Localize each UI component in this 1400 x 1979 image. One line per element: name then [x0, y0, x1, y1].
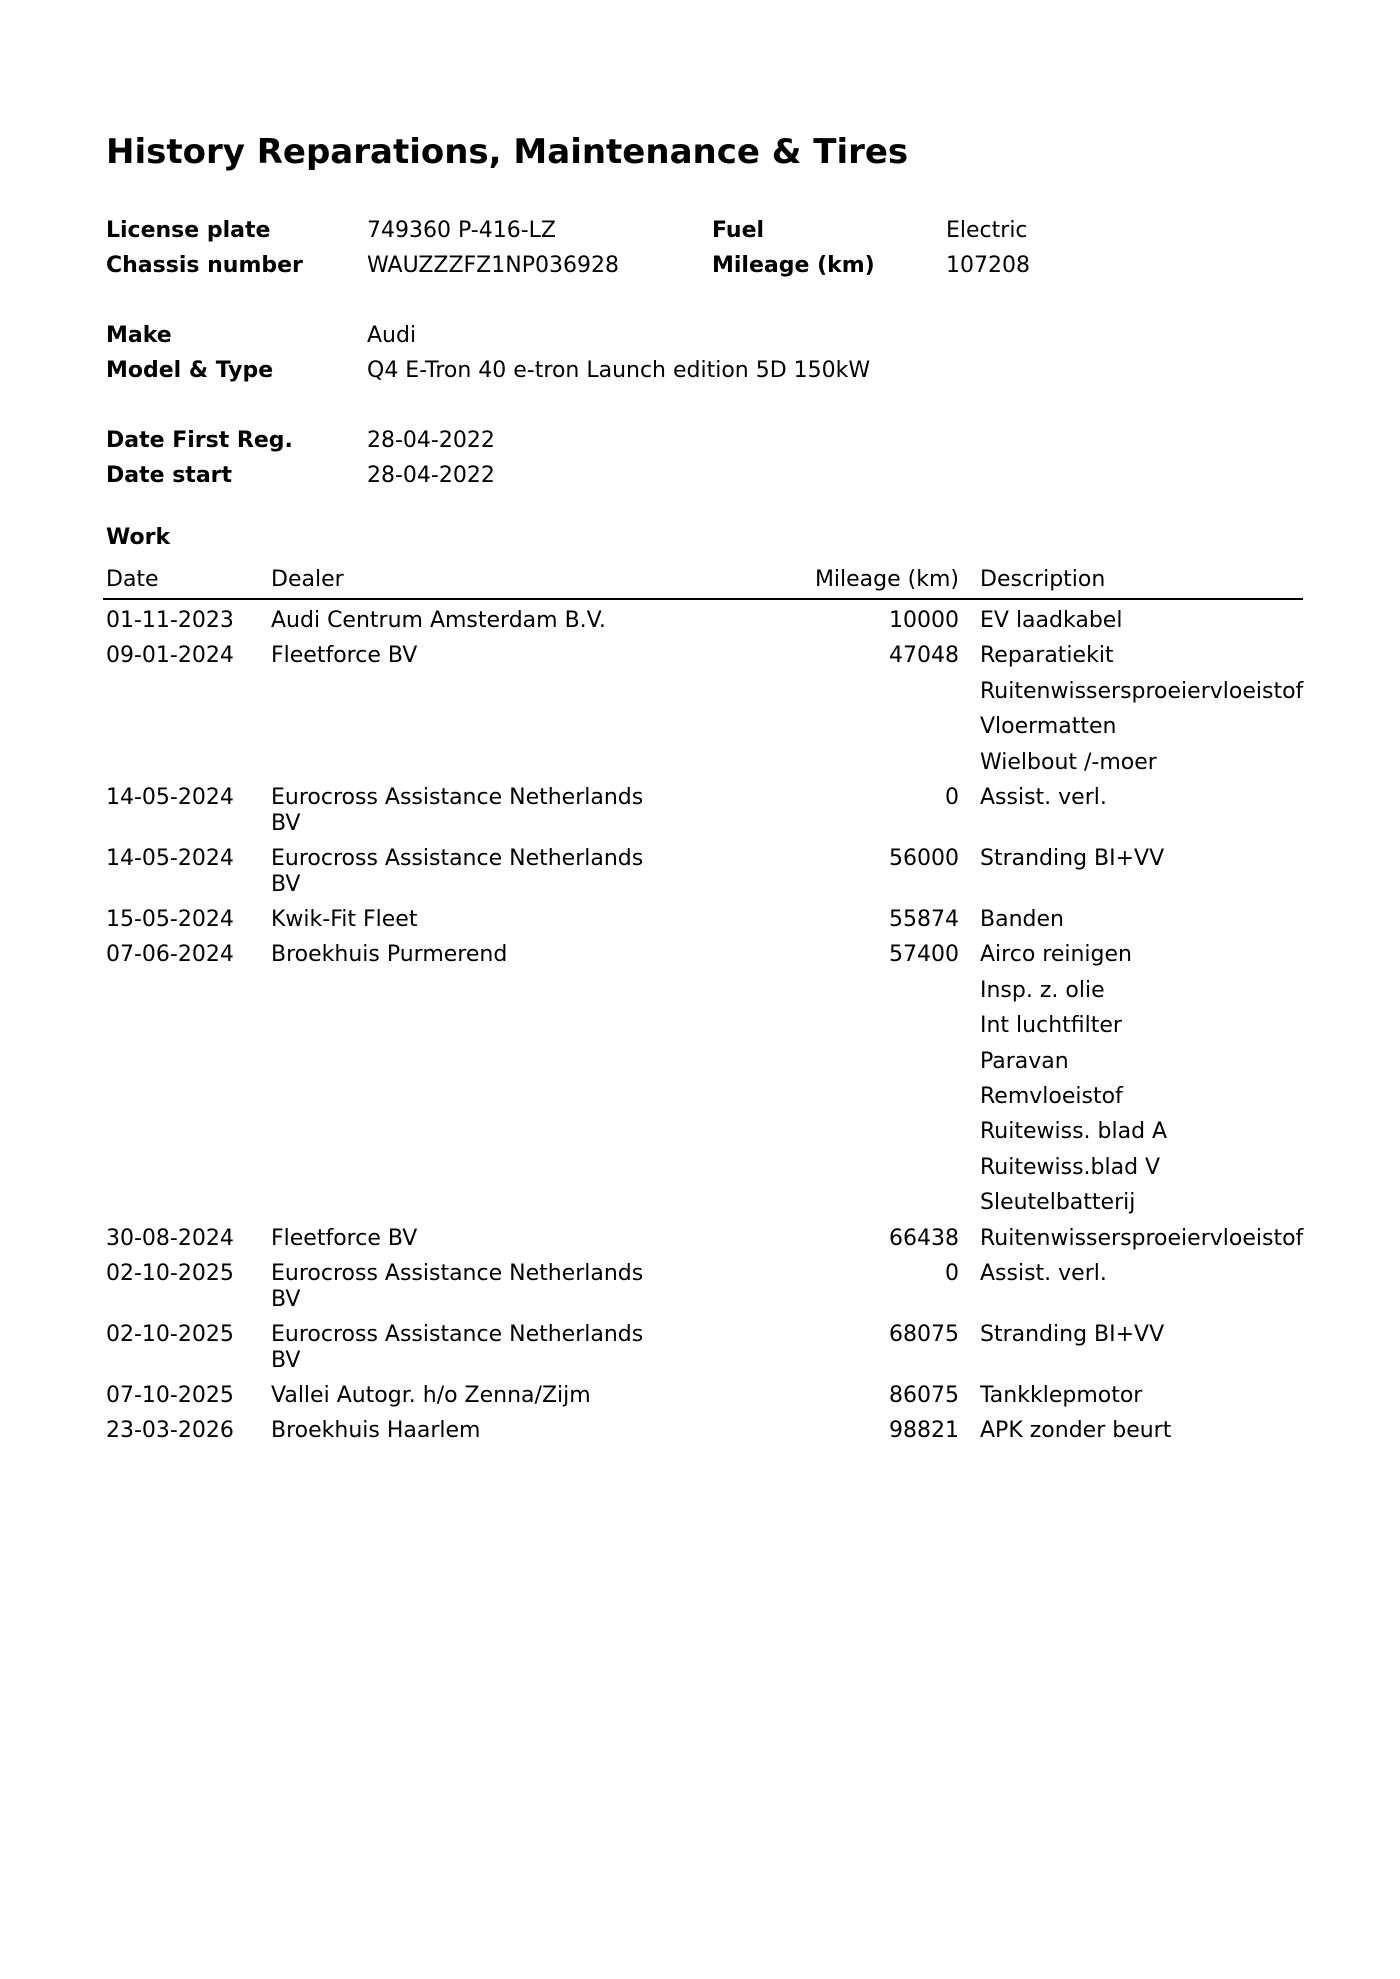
column-header-description: Description	[980, 567, 1106, 592]
date-first-reg-label: Date First Reg.	[106, 428, 293, 453]
row-dealer-line: Vallei Autogr. h/o Zenna/Zijm	[271, 1382, 591, 1408]
row-description-line: Paravan	[980, 1048, 1069, 1074]
row-description-line: Reparatiekit	[980, 643, 1114, 669]
row-dealer	[271, 907, 651, 933]
row-mileage: 56000	[889, 845, 959, 871]
info-row-model	[0, 353, 1400, 388]
row-description-line: Insp. z. olie	[980, 977, 1105, 1003]
make-value: Audi	[367, 323, 417, 348]
row-description	[980, 846, 1310, 881]
row-dealer-line: Fleetforce BV	[271, 1225, 418, 1251]
row-mileage: 0	[945, 784, 959, 810]
row-description-line: Banden	[980, 906, 1064, 932]
row-description	[980, 643, 1310, 785]
row-description	[980, 942, 1310, 1225]
work-heading: Work	[106, 525, 171, 550]
row-dealer	[271, 785, 651, 837]
row-description-line: Ruitewiss.blad V	[980, 1154, 1161, 1180]
row-dealer	[271, 643, 651, 669]
row-date: 02-10-2025	[106, 1260, 234, 1286]
row-mileage: 57400	[889, 942, 959, 968]
info-row-date-start	[0, 458, 1400, 493]
info-row-date-first-reg	[0, 423, 1400, 458]
row-mileage: 66438	[889, 1225, 959, 1251]
row-description-line: Stranding BI+VV	[980, 1321, 1165, 1347]
row-dealer-line: Eurocross Assistance Netherlands	[271, 1260, 644, 1286]
row-date: 14-05-2024	[106, 845, 234, 871]
row-description-line: Ruitewiss. blad A	[980, 1119, 1168, 1145]
row-dealer-line: BV	[271, 871, 301, 897]
row-description-line: Int luchtfilter	[980, 1013, 1122, 1039]
row-dealer-line: Fleetforce BV	[271, 643, 418, 669]
table-row	[103, 934, 1303, 1217]
license-plate-value: 749360 P-416-LZ	[367, 218, 556, 243]
table-row	[103, 777, 1303, 838]
row-description	[980, 785, 1310, 820]
column-header-dealer: Dealer	[271, 567, 344, 592]
row-dealer	[271, 1322, 651, 1374]
table-row	[103, 838, 1303, 899]
row-date: 30-08-2024	[106, 1225, 234, 1251]
row-description	[980, 1261, 1310, 1296]
row-description-line: Tankklepmotor	[980, 1382, 1143, 1408]
page-title: History Reparations, Maintenance & Tires	[106, 132, 909, 172]
row-dealer	[271, 942, 651, 968]
row-mileage: 10000	[889, 608, 959, 633]
date-start-value: 28-04-2022	[367, 463, 495, 488]
row-dealer-line: Eurocross Assistance Netherlands	[271, 1321, 644, 1347]
date-first-reg-value: 28-04-2022	[367, 428, 495, 453]
row-dealer-line: Eurocross Assistance Netherlands	[271, 784, 644, 810]
model-value: Q4 E-Tron 40 e-tron Launch edition 5D 150kW	[367, 358, 871, 383]
column-header-date: Date	[106, 567, 159, 592]
row-dealer-line: Broekhuis Haarlem	[271, 1418, 481, 1444]
row-mileage: 86075	[889, 1382, 959, 1408]
row-description-line: Ruitenwissersproeiervloeistof	[980, 1225, 1304, 1251]
row-description-line: Remvloeistof	[980, 1083, 1123, 1109]
row-dealer	[271, 608, 651, 634]
table-row	[103, 1253, 1303, 1314]
row-date: 14-05-2024	[106, 784, 234, 810]
table-row	[103, 899, 1303, 934]
row-mileage: 0	[945, 1260, 959, 1286]
row-description	[980, 1322, 1310, 1357]
table-row	[103, 1375, 1303, 1410]
row-dealer	[271, 1418, 651, 1444]
row-description-line: Assist. verl.	[980, 784, 1107, 810]
row-date: 07-10-2025	[106, 1382, 234, 1408]
chassis-value: WAUZZZFZ1NP036928	[367, 253, 619, 278]
row-dealer-line: BV	[271, 810, 301, 836]
mileage-label: Mileage (km)	[712, 253, 875, 278]
row-date: 15-05-2024	[106, 906, 234, 932]
row-mileage: 68075	[889, 1321, 959, 1347]
info-row-chassis-mileage	[0, 248, 1400, 283]
mileage-value: 107208	[946, 253, 1030, 278]
row-description-line: Stranding BI+VV	[980, 845, 1165, 871]
row-date: 07-06-2024	[106, 942, 234, 968]
row-dealer	[271, 1261, 651, 1313]
row-description-line: EV laadkabel	[980, 608, 1123, 633]
row-description-line: Sleutelbatterij	[980, 1190, 1136, 1216]
row-dealer	[271, 1383, 651, 1409]
row-date: 23-03-2026	[106, 1418, 234, 1444]
table-row	[103, 600, 1303, 635]
row-description-line: APK zonder beurt	[980, 1418, 1172, 1444]
row-mileage: 55874	[889, 906, 959, 932]
date-start-label: Date start	[106, 463, 233, 488]
row-date: 09-01-2024	[106, 643, 234, 669]
row-dealer	[271, 1226, 651, 1252]
row-dealer-line: BV	[271, 1347, 301, 1373]
work-table-body	[103, 600, 1303, 1446]
license-plate-label: License plate	[106, 218, 271, 243]
row-dealer-line: Broekhuis Purmerend	[271, 942, 508, 968]
row-dealer-line: Eurocross Assistance Netherlands	[271, 845, 644, 871]
table-row	[103, 635, 1303, 777]
model-label: Model & Type	[106, 358, 274, 383]
table-row	[103, 1218, 1303, 1253]
row-mileage: 47048	[889, 643, 959, 669]
row-description-line: Vloermatten	[980, 714, 1117, 740]
row-dealer	[271, 846, 651, 898]
table-row	[103, 1314, 1303, 1375]
column-header-mileage: Mileage (km)	[814, 567, 959, 592]
fuel-value: Electric	[946, 218, 1028, 243]
row-description-line: Ruitenwissersproeiervloeistof	[980, 678, 1304, 704]
chassis-label: Chassis number	[106, 253, 303, 278]
row-description-line: Airco reinigen	[980, 942, 1132, 968]
row-description-line: Assist. verl.	[980, 1260, 1107, 1286]
work-table-header	[103, 563, 1303, 600]
row-dealer-line: BV	[271, 1286, 301, 1312]
row-dealer-line: Kwik-Fit Fleet	[271, 906, 418, 932]
fuel-label: Fuel	[712, 218, 765, 243]
info-row-make	[0, 318, 1400, 353]
row-date: 02-10-2025	[106, 1321, 234, 1347]
table-row	[103, 1410, 1303, 1445]
info-row-plate-fuel	[0, 213, 1400, 248]
row-date: 01-11-2023	[106, 608, 234, 633]
row-description	[980, 1418, 1310, 1453]
row-description-line: Wielbout /-moer	[980, 749, 1157, 775]
work-table	[103, 563, 1303, 1446]
row-dealer-line: Audi Centrum Amsterdam B.V.	[271, 608, 606, 633]
make-label: Make	[106, 323, 172, 348]
row-mileage: 98821	[889, 1418, 959, 1444]
